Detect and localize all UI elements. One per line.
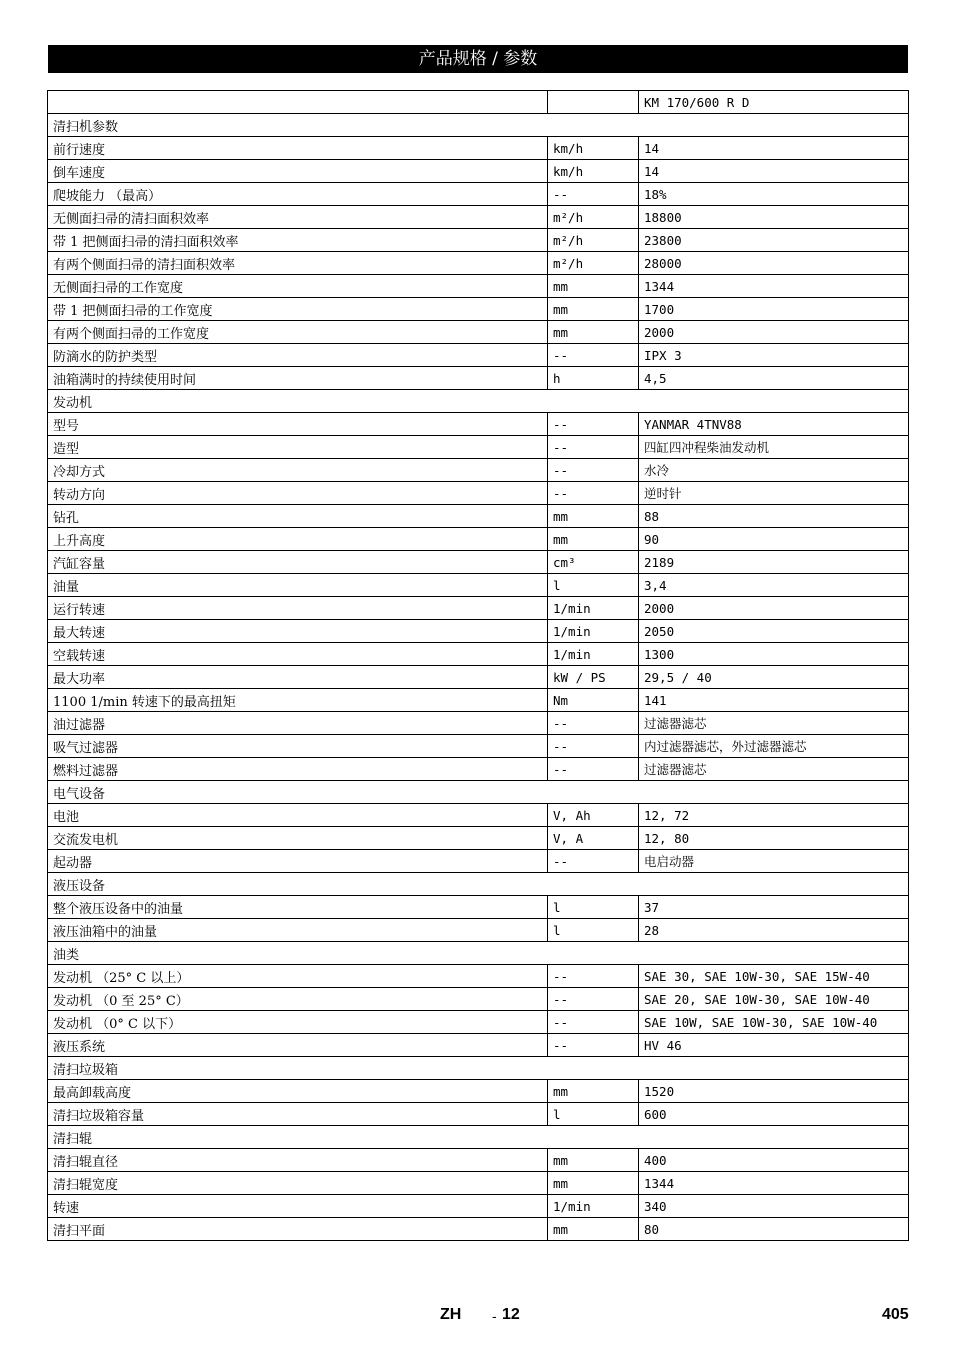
param-cell: 燃料过滤器 <box>48 758 548 781</box>
value-cell: HV 46 <box>639 1034 909 1057</box>
model-cell: KM 170/600 R D <box>639 91 909 114</box>
table-row <box>48 643 909 666</box>
param-cell: 型号 <box>48 413 548 436</box>
value-cell: 37 <box>639 896 909 919</box>
value-cell: 1700 <box>639 298 909 321</box>
value-cell: 600 <box>639 1103 909 1126</box>
table-row <box>48 229 909 252</box>
unit-cell: -- <box>548 1034 639 1057</box>
table-row <box>48 436 909 459</box>
value-cell: 电启动器 <box>639 850 909 873</box>
value-cell: 1344 <box>639 1172 909 1195</box>
value-cell: 2000 <box>639 321 909 344</box>
section-heading: 清扫辊 <box>48 1126 909 1149</box>
table-row <box>48 160 909 183</box>
param-cell: 倒车速度 <box>48 160 548 183</box>
table-row <box>48 206 909 229</box>
table-row <box>48 413 909 436</box>
value-cell: 水冷 <box>639 459 909 482</box>
section-heading: 发动机 <box>48 390 909 413</box>
value-cell: 2189 <box>639 551 909 574</box>
value-cell: 400 <box>639 1149 909 1172</box>
section-row <box>48 942 909 965</box>
value-cell: 14 <box>639 137 909 160</box>
param-cell: 造型 <box>48 436 548 459</box>
unit-cell: l <box>548 896 639 919</box>
value-cell: 3,4 <box>639 574 909 597</box>
value-cell: 29,5 / 40 <box>639 666 909 689</box>
unit-cell: mm <box>548 528 639 551</box>
unit-cell: -- <box>548 344 639 367</box>
table-row <box>48 689 909 712</box>
param-cell: 油箱满时的持续使用时间 <box>48 367 548 390</box>
param-cell: 转动方向 <box>48 482 548 505</box>
param-cell: 无侧面扫帚的清扫面积效率 <box>48 206 548 229</box>
param-cell: 钻孔 <box>48 505 548 528</box>
unit-cell: 1/min <box>548 620 639 643</box>
table-row <box>48 919 909 942</box>
table-row <box>48 505 909 528</box>
param-cell: 清扫垃圾箱容量 <box>48 1103 548 1126</box>
unit-cell: -- <box>548 436 639 459</box>
table-row <box>48 275 909 298</box>
unit-cell: kW / PS <box>548 666 639 689</box>
param-cell: 空载转速 <box>48 643 548 666</box>
unit-cell: km/h <box>548 160 639 183</box>
value-cell: 四缸四冲程柴油发动机 <box>639 436 909 459</box>
value-cell: 28 <box>639 919 909 942</box>
section-row <box>48 781 909 804</box>
value-cell: 1520 <box>639 1080 909 1103</box>
section-row <box>48 114 909 137</box>
param-cell: 带 1 把侧面扫帚的工作宽度 <box>48 298 548 321</box>
table-row <box>48 321 909 344</box>
section-row <box>48 1126 909 1149</box>
table-row <box>48 804 909 827</box>
table-row <box>48 1149 909 1172</box>
table-row <box>48 1195 909 1218</box>
param-cell: 无侧面扫帚的工作宽度 <box>48 275 548 298</box>
param-cell: 运行转速 <box>48 597 548 620</box>
unit-cell: -- <box>548 965 639 988</box>
param-cell: 交流发电机 <box>48 827 548 850</box>
table-row <box>48 1080 909 1103</box>
table-row <box>48 827 909 850</box>
value-cell: 2050 <box>639 620 909 643</box>
section-heading: 清扫垃圾箱 <box>48 1057 909 1080</box>
value-cell: 28000 <box>639 252 909 275</box>
value-cell: 过滤器滤芯 <box>639 712 909 735</box>
value-cell: 18% <box>639 183 909 206</box>
value-cell: 88 <box>639 505 909 528</box>
unit-cell: V, A <box>548 827 639 850</box>
table-row <box>48 1103 909 1126</box>
table-row <box>48 137 909 160</box>
table-row <box>48 850 909 873</box>
unit-cell: m²/h <box>548 229 639 252</box>
param-cell: 最大转速 <box>48 620 548 643</box>
section-heading: 清扫机参数 <box>48 114 909 137</box>
param-cell: 油量 <box>48 574 548 597</box>
spec-table <box>47 90 909 1241</box>
table-header-row <box>48 91 909 114</box>
value-cell: 18800 <box>639 206 909 229</box>
unit-cell: -- <box>548 413 639 436</box>
value-cell: YANMAR 4TNV88 <box>639 413 909 436</box>
param-cell: 发动机 （0 至 25° C） <box>48 988 548 1011</box>
value-cell: 12, 72 <box>639 804 909 827</box>
value-cell: 141 <box>639 689 909 712</box>
unit-cell: l <box>548 919 639 942</box>
footer-page-number: 12 <box>502 1306 520 1323</box>
section-row <box>48 873 909 896</box>
value-cell: 内过滤器滤芯，外过滤器滤芯 <box>639 735 909 758</box>
footer-language: ZH <box>440 1306 462 1323</box>
table-row <box>48 597 909 620</box>
unit-cell <box>548 91 639 114</box>
table-row <box>48 1034 909 1057</box>
unit-cell: -- <box>548 758 639 781</box>
table-row <box>48 735 909 758</box>
section-row <box>48 390 909 413</box>
value-cell: SAE 10W, SAE 10W-30, SAE 10W-40 <box>639 1011 909 1034</box>
param-cell: 清扫辊直径 <box>48 1149 548 1172</box>
footer-dash: - <box>492 1308 497 1324</box>
value-cell: 4,5 <box>639 367 909 390</box>
param-cell: 上升高度 <box>48 528 548 551</box>
unit-cell: -- <box>548 850 639 873</box>
table-row <box>48 620 909 643</box>
param-cell: 油过滤器 <box>48 712 548 735</box>
unit-cell: 1/min <box>548 643 639 666</box>
param-cell: 1100 1/min 转速下的最高扭矩 <box>48 689 548 712</box>
unit-cell: 1/min <box>548 597 639 620</box>
table-row <box>48 712 909 735</box>
table-row <box>48 1011 909 1034</box>
unit-cell: mm <box>548 1080 639 1103</box>
param-cell: 发动机 （0° C 以下） <box>48 1011 548 1034</box>
unit-cell: -- <box>548 988 639 1011</box>
table-row <box>48 183 909 206</box>
table-row <box>48 965 909 988</box>
table-row <box>48 551 909 574</box>
table-row <box>48 1218 909 1241</box>
param-cell: 液压油箱中的油量 <box>48 919 548 942</box>
unit-cell: l <box>548 574 639 597</box>
table-row <box>48 528 909 551</box>
param-cell: 有两个侧面扫帚的清扫面积效率 <box>48 252 548 275</box>
param-cell: 吸气过滤器 <box>48 735 548 758</box>
unit-cell: Nm <box>548 689 639 712</box>
unit-cell: -- <box>548 735 639 758</box>
table-row <box>48 344 909 367</box>
unit-cell: mm <box>548 1149 639 1172</box>
unit-cell: cm³ <box>548 551 639 574</box>
param-cell: 清扫平面 <box>48 1218 548 1241</box>
table-row <box>48 252 909 275</box>
unit-cell: mm <box>548 321 639 344</box>
table-row <box>48 758 909 781</box>
unit-cell: mm <box>548 298 639 321</box>
value-cell: 逆时针 <box>639 482 909 505</box>
value-cell: 23800 <box>639 229 909 252</box>
value-cell: 过滤器滤芯 <box>639 758 909 781</box>
param-cell: 清扫辊宽度 <box>48 1172 548 1195</box>
unit-cell: m²/h <box>548 252 639 275</box>
unit-cell: -- <box>548 712 639 735</box>
param-cell: 冷却方式 <box>48 459 548 482</box>
param-cell: 防滴水的防护类型 <box>48 344 548 367</box>
table-row <box>48 298 909 321</box>
param-cell: 最高卸载高度 <box>48 1080 548 1103</box>
unit-cell: km/h <box>548 137 639 160</box>
value-cell: 1344 <box>639 275 909 298</box>
value-cell: 12, 80 <box>639 827 909 850</box>
param-cell: 转速 <box>48 1195 548 1218</box>
unit-cell: mm <box>548 275 639 298</box>
value-cell: 14 <box>639 160 909 183</box>
param-cell <box>48 91 548 114</box>
unit-cell: h <box>548 367 639 390</box>
value-cell: 1300 <box>639 643 909 666</box>
table-row <box>48 666 909 689</box>
param-cell: 电池 <box>48 804 548 827</box>
value-cell: 90 <box>639 528 909 551</box>
unit-cell: -- <box>548 1011 639 1034</box>
unit-cell: mm <box>548 1218 639 1241</box>
footer-total-page: 405 <box>882 1306 909 1323</box>
unit-cell: m²/h <box>548 206 639 229</box>
section-heading: 油类 <box>48 942 909 965</box>
table-row <box>48 482 909 505</box>
param-cell: 最大功率 <box>48 666 548 689</box>
unit-cell: l <box>548 1103 639 1126</box>
unit-cell: mm <box>548 505 639 528</box>
value-cell: SAE 30, SAE 10W-30, SAE 15W-40 <box>639 965 909 988</box>
table-row <box>48 367 909 390</box>
unit-cell: mm <box>548 1172 639 1195</box>
table-row <box>48 896 909 919</box>
param-cell: 发动机 （25° C 以上） <box>48 965 548 988</box>
param-cell: 有两个侧面扫帚的工作宽度 <box>48 321 548 344</box>
table-row <box>48 988 909 1011</box>
param-cell: 带 1 把侧面扫帚的清扫面积效率 <box>48 229 548 252</box>
unit-cell: -- <box>548 482 639 505</box>
param-cell: 汽缸容量 <box>48 551 548 574</box>
table-row <box>48 574 909 597</box>
section-heading: 电气设备 <box>48 781 909 804</box>
value-cell: 2000 <box>639 597 909 620</box>
section-heading: 液压设备 <box>48 873 909 896</box>
value-cell: IPX 3 <box>639 344 909 367</box>
param-cell: 液压系统 <box>48 1034 548 1057</box>
value-cell: SAE 20, SAE 10W-30, SAE 10W-40 <box>639 988 909 1011</box>
value-cell: 80 <box>639 1218 909 1241</box>
table-row <box>48 459 909 482</box>
page-title: 产品规格 / 参数 <box>48 45 908 73</box>
section-row <box>48 1057 909 1080</box>
value-cell: 340 <box>639 1195 909 1218</box>
param-cell: 爬坡能力 （最高） <box>48 183 548 206</box>
param-cell: 整个液压设备中的油量 <box>48 896 548 919</box>
unit-cell: -- <box>548 183 639 206</box>
param-cell: 前行速度 <box>48 137 548 160</box>
unit-cell: -- <box>548 459 639 482</box>
table-row <box>48 1172 909 1195</box>
unit-cell: V, Ah <box>548 804 639 827</box>
unit-cell: 1/min <box>548 1195 639 1218</box>
param-cell: 起动器 <box>48 850 548 873</box>
